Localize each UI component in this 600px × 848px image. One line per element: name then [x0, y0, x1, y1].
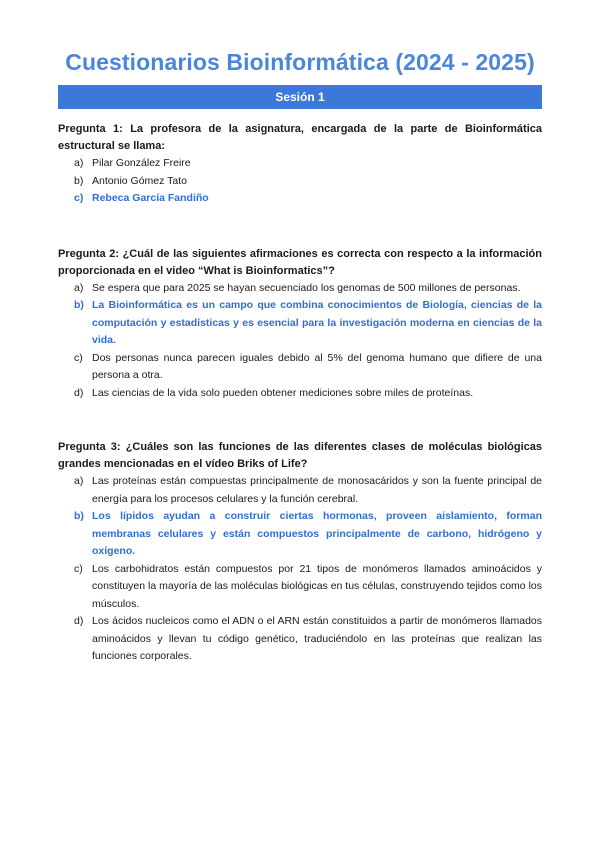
question-1: Pregunta 1: La profesora de la asignatura, encargada de la parte de Bioinformática estructural se llama:	[58, 123, 542, 152]
answer-q3-d	[58, 613, 542, 666]
answer-text: Dos personas nunca parecen iguales debido al 5% del genoma humano que difiere de una persona a otra.	[92, 351, 542, 381]
answer-text: Los ácidos nucleicos como el ADN o el ARN están constituidos a partir de monómeros llamados aminoácidos y llevan tu código genético, traduciéndolo en las proteínas que realizan las funciones corporales.	[92, 615, 542, 662]
question-3: Pregunta 3: ¿Cuáles son las funciones de las diferentes clases de moléculas biológicas grandes mencionadas en el vídeo Briks of Life?	[58, 441, 542, 470]
answer-q2-d	[58, 385, 542, 403]
answer-text: La Bioinformática es un campo que combina conocimientos de Biología, ciencias de la computación y estadísticas y es esencial para la investigación moderna en ciencias de la vida.	[92, 299, 542, 346]
answer-text: Pilar González Freire	[92, 157, 191, 169]
answer-letter: b)	[74, 299, 84, 311]
answer-q2-a	[58, 280, 542, 298]
answer-letter: a)	[74, 157, 84, 169]
answer-q3-b-correct	[58, 508, 542, 561]
answer-text: Los carbohidratos están compuestos por 21 tipos de monómeros llamados aminoácidos y constituyen la mayoría de las moléculas biológicas en tus células, construyendo tejidos como los músculos.	[92, 562, 542, 610]
answer-list-q3	[58, 473, 542, 666]
answer-text: Antonio Gómez Tato	[92, 174, 187, 187]
answer-list-q1	[58, 155, 542, 208]
answer-text: Las ciencias de la vida solo pueden obtener mediciones sobre miles de proteínas.	[92, 386, 474, 399]
answer-letter: d)	[74, 386, 84, 399]
answer-list-q2	[58, 280, 542, 403]
answer-letter: a)	[74, 281, 84, 294]
answer-q2-c	[58, 350, 542, 385]
answer-letter: b)	[74, 510, 84, 522]
document-page	[58, 0, 542, 666]
document-title: Cuestionarios Bioinformática (2024 - 2025)	[65, 49, 535, 75]
question-2: Pregunta 2: ¿Cuál de las siguientes afirmaciones es correcta con respecto a la información proporcionada en el video “What is Bioinformatics”?	[58, 247, 542, 277]
answer-q2-b-correct	[58, 297, 542, 350]
answer-text: Rebeca García Fandiño	[92, 192, 209, 204]
answer-text: Se espera que para 2025 se hayan secuenciado los genomas de 500 millones de personas.	[92, 281, 521, 294]
answer-q3-a	[58, 473, 542, 508]
answer-letter: a)	[74, 475, 84, 487]
answer-letter: c)	[74, 192, 84, 204]
answer-text: Los lípidos ayudan a construir ciertas hormonas, proveen aislamiento, forman membranas celulares y están compuestos principalmente de carbono, hidrógeno y oxígeno.	[92, 510, 542, 557]
answer-q1-c-correct	[58, 190, 542, 208]
answer-q3-c	[58, 561, 542, 614]
answer-letter: c)	[74, 562, 83, 575]
answer-letter: d)	[74, 615, 84, 627]
answer-text: Las proteínas están compuestas principalmente de monosacáridos y son la fuente principal de energía para los procesos celulares y la función cerebral.	[92, 475, 542, 505]
answer-q1-a	[58, 155, 542, 173]
session-header: Sesión 1	[58, 85, 542, 109]
answer-letter: b)	[74, 174, 84, 187]
answer-q1-b	[58, 173, 542, 191]
answer-letter: c)	[74, 351, 83, 364]
